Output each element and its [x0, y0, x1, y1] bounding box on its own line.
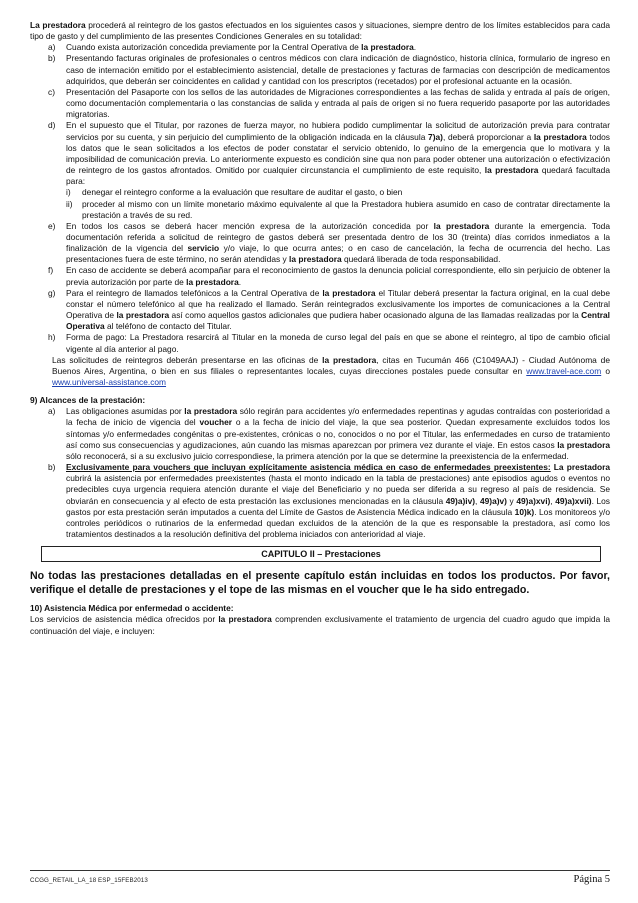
bold-term: 49)a)xvii) [555, 495, 592, 506]
item-marker: b) [48, 53, 56, 64]
bold-term: 49)a)v) [479, 495, 507, 506]
text-run: . [238, 276, 242, 287]
item-text [66, 406, 610, 462]
text-run: , deberá proporcionar a [442, 131, 534, 142]
section-9-item-b [30, 462, 610, 540]
item-text: Presentando facturas originales de profesionales o centros médicos con clara indicación de diagnóstico, historia clínica, formulario de ingreso en caso de internación emitido por el establecimiento asistencial, detalle de prestaciones y facturas de farmacias con descripción de medicamentos adquiridos, que deberán ser coincidentes en calidad y cantidad con los prescriptos (recetados) por el profesional actuante en la ocasión. [66, 53, 610, 86]
bold-term: la prestadora [484, 165, 539, 176]
text-run: al teléfono de contacto del Titular. [104, 321, 232, 332]
text-run: , [475, 495, 480, 506]
item-marker: a) [48, 42, 56, 53]
underlined-heading: Exclusivamente para vouchers que incluyan explícitamente asistencia médica en caso de enfermedades preexistentes: [66, 462, 551, 473]
section-10-paragraph [30, 614, 610, 636]
sub-item-marker: ii) [66, 198, 73, 209]
item-text: Presentación del Pasaporte con los sellos de las autoridades de Migraciones correspondientes a las fechas de salida y entrada al país de origen, como documentación complementaria o las constancias de salida y entrada al país de origen si no fuera requerido pasaporte por las autoridades migratorias. [66, 86, 610, 120]
notice-paragraph: No todas las prestaciones detalladas en el presente capítulo están incluidas en todos los productos. Por favor, verifique el detalle de prestaciones y el tope de las mismas en el voucher que le ha sido entregado. [30, 570, 610, 596]
bold-term: 49)a)xvi) [516, 495, 551, 506]
text-run: En caso de accidente se deberá acompañar para el reconocimiento de gastos la denuncia policial correspondiente, ello sin perjuicio de obtener la previa autorización por parte de [66, 265, 610, 287]
item-text [66, 462, 610, 540]
bold-term: La prestadora [30, 20, 86, 30]
bold-term: La prestadora [550, 462, 610, 473]
item-marker: e) [48, 220, 56, 231]
item-marker: c) [48, 86, 55, 97]
bold-term: la prestadora [218, 614, 272, 625]
item-text [66, 120, 610, 187]
bold-term: 10)k) [514, 506, 535, 517]
text-run: sólo reconocerá, si a su exclusivo juicio correspondiese, la primera atención por la que se determine la preexistencia de la enfermedad. [66, 450, 569, 461]
text-run: , citas en Tucumán 466 (C1049AAJ) - Ciudad Autónoma de Buenos Aires, Argentina, o bien en sus filiales o representantes locales, cuyas direcciones postales puede consultar en [52, 354, 610, 376]
bold-term: 7)a) [428, 131, 443, 142]
item-text [66, 265, 610, 287]
list-item-e [30, 221, 610, 266]
bold-term: la prestadora [557, 439, 610, 450]
item-marker: h) [48, 332, 56, 343]
list-item-h [30, 332, 610, 354]
bold-term: la prestadora [433, 220, 490, 231]
list-item-f [30, 265, 610, 287]
list-item-d [30, 120, 610, 187]
item-marker: g) [48, 287, 56, 298]
universal-assistance-link[interactable]: www.universal-assistance.com [52, 377, 167, 387]
page-number: Página 5 [573, 874, 610, 885]
text-run: . Los gastos por esta prestación serán imputados a cuenta del Límite de Gastos de Asistencia Médica indicado en la cláusula [66, 495, 610, 517]
sub-item-text: denegar el reintegro conforme a la evaluación que resultare de auditar el gasto, o bien [82, 187, 403, 198]
bold-term: voucher [199, 417, 233, 428]
text-run: el Titular deberá presentar la factura original, en la cual debe constar el número telefónico al que ha realizado el llamado. Serán reintegrados exclusivamente los importes de comunicaciones a la Central Operativa de [66, 287, 610, 321]
page-footer [30, 870, 610, 885]
bold-term: servicio [187, 243, 220, 254]
document-code: CCGG_RETAIL_LA_18 ESP_15FEB2013 [30, 877, 148, 884]
text-run: comprenden exclusivamente el tratamiento de urgencia del cuadro agudo que impida la continuación del viaje, e incluyen: [30, 614, 610, 636]
text-run: y/o viaje, lo que ocurra antes; o en caso de cancelación, la fecha de ocurrencia del hecho. Las presentaciones fuera de este término, no serán atendidas y [66, 243, 611, 265]
text-run: , [550, 495, 556, 506]
list-item-c [30, 87, 610, 120]
item-marker: a) [48, 406, 56, 417]
document-body [30, 20, 610, 637]
item-marker: f) [48, 265, 54, 276]
section-9-item-a [30, 406, 610, 462]
bold-term: la prestadora [116, 310, 170, 321]
section-9-title: 9) Alcances de la prestación: [30, 395, 146, 406]
item-text [66, 42, 610, 53]
text-run: Las obligaciones asumidas por [66, 406, 185, 417]
text-run: cubrirá la asistencia por enfermedades preexistentes (hasta el monto indicado en la tabla de prestaciones) ante episodios agudos o eventos no predecibles cuya urgencia requiera atención durante el viaje del Beneficiario y no pueda ser diferida a su regreso al país de residencia. Se obviarán en consecuencia y al efecto de esta prestación las exclusiones mencionadas en la cláusula [66, 473, 610, 506]
bold-term: la prestadora [289, 254, 342, 265]
bold-term: Central Operativa [66, 310, 610, 332]
list-item-a [30, 42, 610, 53]
bold-term: la prestadora [186, 276, 239, 287]
text-run: En todos los casos se deberá hacer mención expresa de la autorización concedida por [66, 220, 434, 231]
bold-term: la prestadora [184, 406, 238, 417]
text-run: quedará liberada de toda responsabilidad. [341, 254, 501, 265]
intro-paragraph [30, 20, 610, 42]
text-run: o a la fecha de inicio del viaje, la que sea posterior. Quedan expresamente excluidos todos los síntomas y/o enfermedades congénitas o pre-existentes, crónicas o no, conocidos o no por el Titular, las enfermedades en curso de tratamiento así como sus consecuencias y agudizaciones, aún cuando las mismas aparezcan por primera vez durante el viaje. En estos casos [66, 417, 610, 450]
section-10-title: 10) Asistencia Médica por enfermedad o accidente: [30, 603, 234, 614]
text-run: sólo regirán para accidentes y/o enfermedades repentinas y agudas contraídas con posterioridad a la fecha de inicio de vigencia del [66, 406, 610, 428]
sub-item-ii [30, 199, 610, 221]
item-text: Forma de pago: La Prestadora resarcirá al Titular en la moneda de curso legal del país en que se abone el reintegro, al tipo de cambio oficial vigente al día anterior al pago. [66, 332, 610, 354]
text-run: Las solicitudes de reintegros deberán presentarse en las oficinas de [52, 354, 323, 365]
travel-ace-link[interactable]: www.travel-ace.com [526, 365, 602, 376]
item-text [66, 288, 610, 333]
list-item-b [30, 53, 610, 86]
text-run: y [506, 495, 517, 506]
text-run: así como aquellos gastos adicionales que pudiera haber ocasionado alguna de las llamadas realizadas por la [169, 310, 582, 321]
text-run: En el supuesto que el Titular, por razones de fuerza mayor, no hubiera podido cumplimentar la solicitud de autorización previa para contratar servicios por su cuenta, y sin perjuicio del cumplimiento de la obligación indicada en la cláusula [66, 120, 610, 142]
text-run: todos los datos que le sean solicitados a los efectos de poder constatar el servicio obtenido, lo genuino de la emergencia que lo motivara y la imposibilidad de comunicación previa. Lo anteriormente expuesto es condición sine qua non para poder obtener una autorización o efectivización de reintegro de los gastos afrontados. Omitido por cualquier circunstancia el cumplimiento de este requisito, [66, 131, 610, 176]
text-run: o [601, 365, 610, 376]
sub-item-i [30, 187, 610, 198]
bold-term: la prestadora [322, 354, 377, 365]
sub-item-text: proceder al mismo con un límite monetario máximo equivalente al que la Prestadora hubiera asumido en caso de contratar directamente la prestación a través de su red. [82, 198, 610, 220]
text-run: . [413, 42, 417, 53]
bold-term: la prestadora [361, 42, 414, 53]
text-run: Los servicios de asistencia médica ofrecidos por [30, 614, 219, 625]
sub-item-marker: i) [66, 187, 71, 198]
bold-term: 49)a)iv) [445, 495, 476, 506]
chapter-heading: CAPITULO II – Prestaciones [41, 546, 601, 562]
text-run: Cuando exista autorización concedida previamente por la Central Operativa de [66, 42, 362, 53]
text-run: . Los monitoreos y/o controles periódicos o rutinarios de la enfermedad quedan excluidos de la atención de la que es responsable la prestadora, así como los tratamientos destinados a la resolución definitiva del problema iniciados con anterioridad al viaje. [66, 506, 610, 540]
text-run: quedará facultada para: [66, 165, 610, 187]
item-text [66, 221, 610, 266]
bold-term: la prestadora [322, 287, 376, 298]
item-marker: b) [48, 462, 56, 473]
closing-paragraph [30, 355, 610, 388]
item-marker: d) [48, 120, 56, 131]
text-run: Para el reintegro de llamados telefónicos a la Central Operativa de [66, 287, 323, 298]
text-run: durante la emergencia. Toda documentación referida a solicitud de reintegro de gastos deberá ser presentada dentro de los 30 (treinta) días corridos inmediatos a la finalización de la vigencia del [66, 220, 610, 254]
list-item-g [30, 288, 610, 333]
bold-term: la prestadora [533, 131, 587, 142]
intro-text: procederá al reintegro de los gastos efectuados en los siguientes casos y situaciones, siempre dentro de los límites establecidos para cada tipo de gasto y del cumplimiento de las presentes Condiciones Generales en su totalidad: [30, 20, 610, 42]
